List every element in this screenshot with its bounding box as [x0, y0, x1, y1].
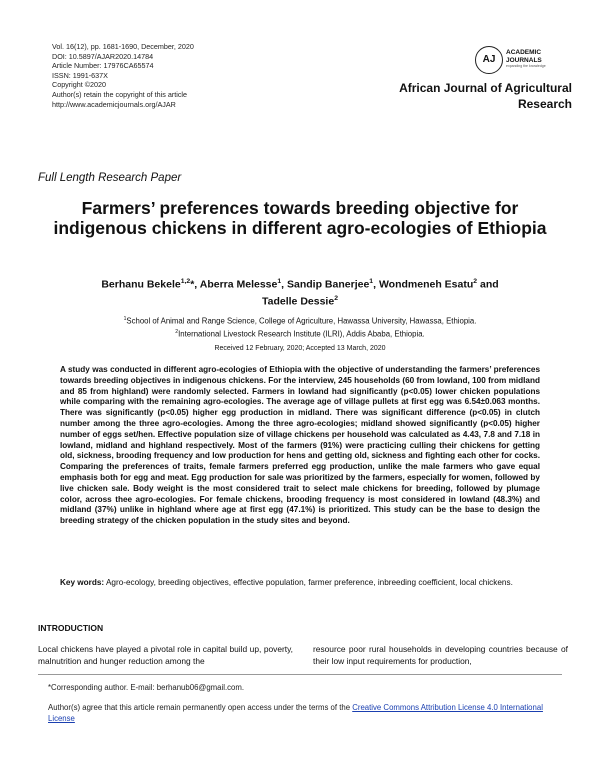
meta-url[interactable]: http://www.academicjournals.org/AJAR [52, 99, 176, 109]
meta-rights: Author(s) retain the copyright of this article [52, 89, 188, 99]
article-metadata [52, 42, 312, 109]
author-name: Berhanu Bekele [101, 278, 181, 291]
author-name: Wondmeneh Esatu [378, 278, 474, 291]
aj-logo-icon: AJ [475, 46, 503, 74]
affiliations [60, 314, 540, 340]
journal-name: African Journal of Agricultural Research [399, 81, 572, 111]
meta-volume: Vol. 16(12), pp. 1681-1690, December, 2020 [52, 42, 194, 51]
keywords [60, 577, 540, 588]
author-name: Sandip Banerjee [287, 278, 370, 291]
paper-type: Full Length Research Paper [38, 172, 182, 184]
keywords-label: Key words: [60, 578, 105, 587]
license-notice: Author(s) agree that this article remain permanently open access under the terms of the Creative Commons Attribution License 4.0 International License [48, 703, 543, 723]
keywords-text: Agro-ecology, breeding objectives, effective population, farmer preference, inbreeding coefficient, local chickens. [104, 578, 513, 587]
paper-title: Farmers’ preferences towards breeding objective for indigenous chickens in different agro-ecologies of Ethiopia [53, 198, 547, 238]
received-accepted-dates: Received 12 February, 2020; Accepted 13 March, 2020 [214, 345, 386, 352]
meta-copyright: Copyright ©2020 [52, 80, 107, 90]
license-link[interactable]: Creative Commons Attribution License 4.0 International License [48, 703, 543, 723]
affiliation-1: $^1$School of Animal and Range Science, College of Agriculture, Hawassa University, Hawassa, Ethiopia. [123, 316, 477, 326]
publisher-logo [475, 46, 585, 76]
footnote-divider [38, 674, 562, 675]
author-name: Aberra Melesse [199, 278, 278, 291]
section-heading-introduction: INTRODUCTION [38, 623, 104, 633]
abstract: A study was conducted in different agro-ecologies of Ethiopia with the objective of understanding the farmers’ preferences towards breeding objectives in indigenous chickens. For the interview, 245 households (60 from lowland, 100 from midland and 85 from highland) were randomly selected. Farmers in lowland had significantly (p<0.05) lower chicken populations while comparing with the remaining agro-ecologies. The average age of village pullets at first egg was 6.54±0.063 months. There was significantly (p<0.05) higher egg production in midland. There was significant difference (p<0.05) in clutch number among the three agro-ecologies. Among the three agro-ecologies; midland showed significantly (p<0.05) higher number of eggs set/hen. Effective population size of village chickens per household was calculated as 4.43, 7.8 and 7.18 in lowland, midland and highland respectively. Most of the farmers (91%) were practicing culling their chickens for getting old, sickness, brooding frequency and low production for hens and getting old, sickness and fighting each other for cocks. Comparing the preferences of traits, female farmers preferred egg production, unlike the male farmers who gave equal emphasis both for egg and meat. Egg production for sale was prioritized by the farmers, especially for women, followed by live chicken sale. Body weight is the most considered trait to select male chickens for breeding, followed by plumage color, across thee agro-ecologies. For female chickens, brooding frequency is most considered in lowland (48.3%) and midland (37%) unlike in highland where age at first egg (47.1%) is prioritized. This study can be the base to design the breeding strategy of the chicken population in the study sites and beyond. [60, 365, 540, 526]
affiliation-2: $^2$International Livestock Research Institute (ILRI), Addis Ababa, Ethiopia. [175, 329, 425, 339]
logo-tagline: expanding the knowledge [506, 64, 546, 68]
intro-column-left: Local chickens have played a pivotal role in capital build up, poverty, malnutrition and hunger reduction among the [38, 644, 293, 666]
author-name: Tadelle Dessie [262, 295, 335, 307]
corresponding-author: *Corresponding author. E-mail: berhanub06@gmail.com. [48, 683, 245, 692]
meta-article-number: Article Number: 17976CA65574 [52, 61, 154, 71]
meta-doi: DOI: 10.5897/AJAR2020.14784 [52, 51, 154, 61]
logo-wordmark: ACADEMIC JOURNALS [506, 49, 542, 64]
meta-issn: ISSN: 1991-637X [52, 70, 108, 80]
intro-column-right: resource poor rural households in developing countries because of their low input requirements for production, [313, 644, 568, 666]
author-list: Berhanu Bekele$^{1,2}$*, Aberra Melesse$^1$, Sandip Banerjee$^1$, Wondmeneh Esatu$^2$ and Tadelle Dessie$^2$ [101, 278, 499, 307]
